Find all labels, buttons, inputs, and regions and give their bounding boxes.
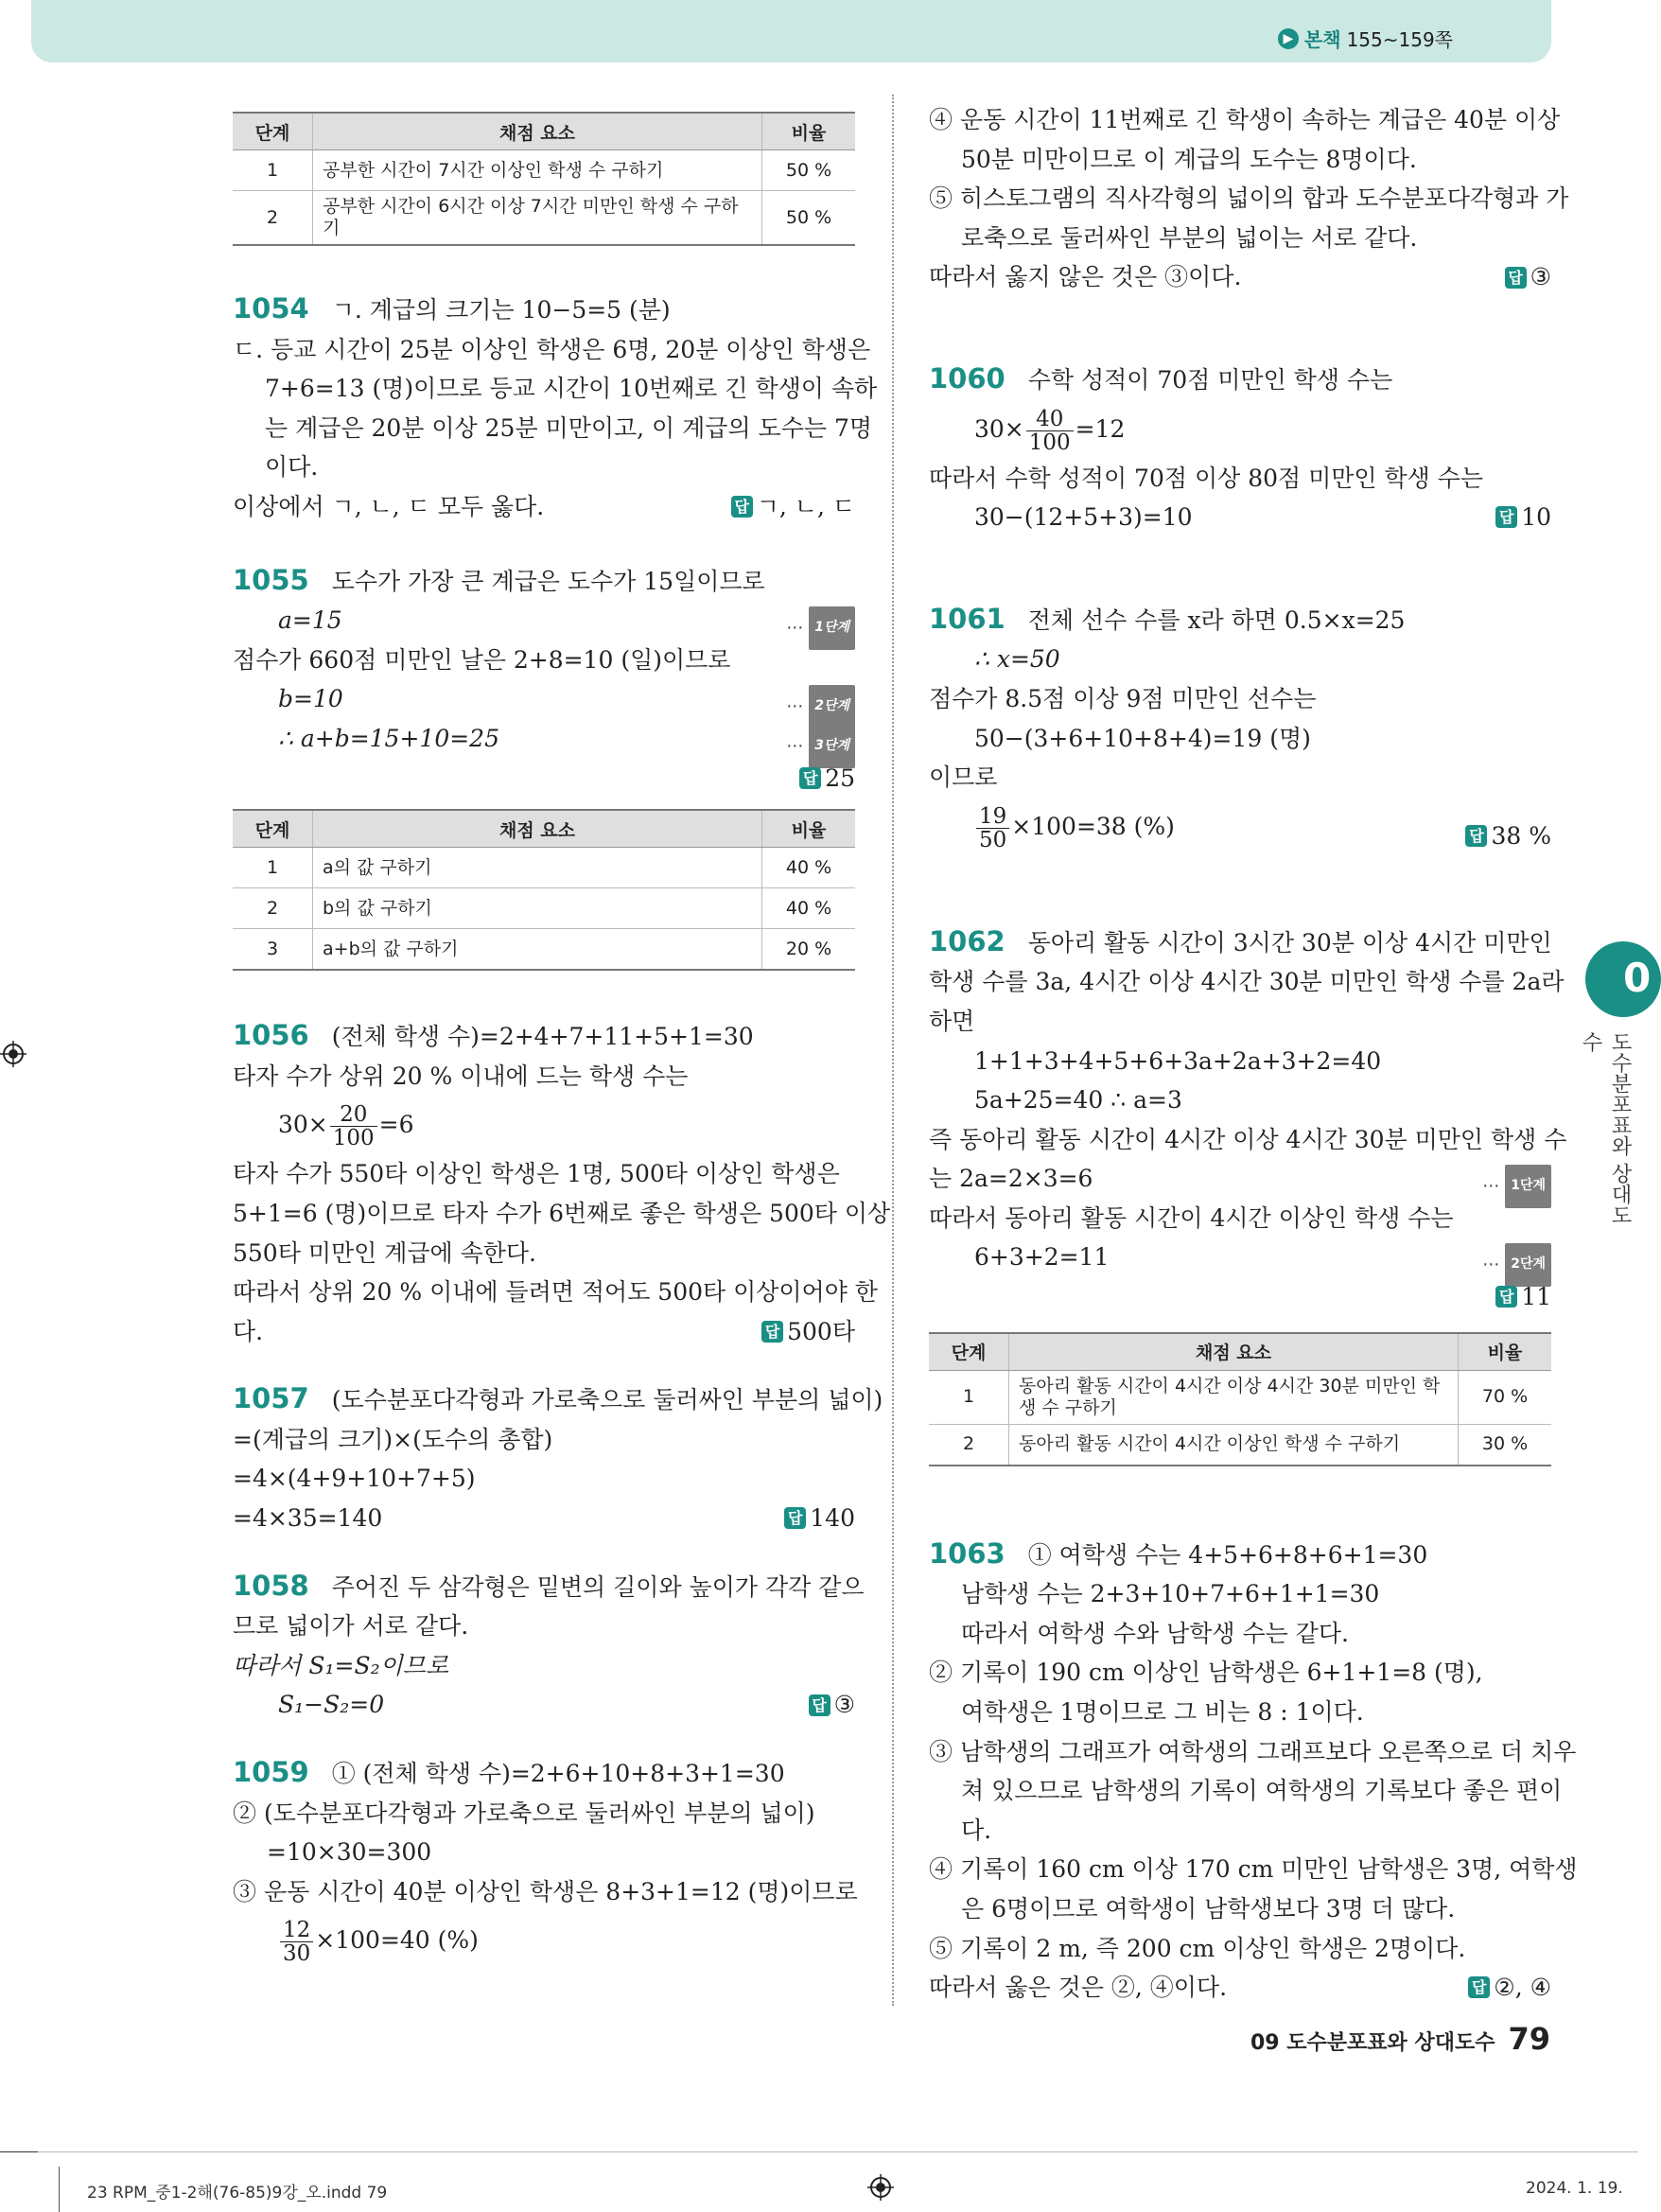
problem-number: 1055 — [233, 563, 309, 596]
text-line: 따라서 수학 성적이 70점 이상 80점 미만인 학생 수는 — [929, 464, 1484, 492]
problem-1060 — [929, 360, 1551, 537]
denominator: 100 — [1028, 430, 1071, 455]
cell-ratio: 30 % — [1459, 1424, 1552, 1466]
table-row — [929, 1370, 1551, 1424]
cell-step: 3 — [233, 929, 313, 971]
expr: 30× — [974, 414, 1024, 443]
fraction — [330, 1103, 377, 1150]
slug-divider — [59, 2167, 60, 2212]
chevron-right-icon: ▶ — [1278, 28, 1299, 49]
expr: ×100=38 (%) — [1011, 812, 1175, 840]
text-line: 즉 동아리 활동 시간이 4시간 이상 4시간 30분 미만인 학생 수 — [929, 1125, 1567, 1153]
text-line: ③ 남학생의 그래프가 여학생의 그래프보다 오른쪽으로 더 치우 — [929, 1737, 1577, 1765]
step-badge: 1단계 — [809, 606, 855, 650]
text-line: 따라서 여학생 수와 남학생 수는 같다. — [961, 1619, 1349, 1647]
problem-1062 — [929, 922, 1567, 1317]
text-line: 550타 미만인 계급에 속한다. — [233, 1238, 537, 1267]
problem-1061 — [929, 600, 1551, 856]
text-line: 남학생 수는 2+3+10+7+6+1+1=30 — [961, 1580, 1380, 1608]
chapter-title: 09 도수분포표와 상대도수 — [1250, 2031, 1495, 2055]
text-line: 이므로 — [929, 764, 998, 792]
text-line: S₁−S₂=0 — [278, 1691, 385, 1719]
text-line: 5a+25=40 ∴ a=3 — [974, 1086, 1182, 1115]
answer-badge: 답 — [799, 767, 821, 789]
answer-badge: 답 — [761, 1321, 783, 1343]
answer — [1505, 257, 1551, 297]
cell-ratio: 40 % — [762, 848, 856, 888]
text-line: 학생 수를 3a, 4시간 이상 4시간 30분 미만인 학생 수를 2a라 — [929, 968, 1565, 996]
ref-label: 본책 — [1303, 28, 1341, 51]
answer — [1495, 498, 1551, 537]
answer-badge: 답 — [1468, 1976, 1490, 1998]
expr: ×100=40 (%) — [315, 1926, 479, 1955]
text-line: 따라서 S₁=S₂이므로 — [233, 1651, 449, 1679]
answer-value: 25 — [825, 764, 855, 792]
page-footer — [1250, 2021, 1550, 2057]
text-line: 도수가 가장 큰 계급은 도수가 15일이므로 — [331, 567, 765, 595]
text-line: 따라서 옳지 않은 것은 ③이다. — [929, 263, 1242, 291]
answer — [784, 1499, 855, 1538]
text-line: 7+6=13 (명)이므로 등교 시간이 10번째로 긴 학생이 속하 — [265, 375, 878, 403]
step-badge: 2단계 — [1505, 1243, 1551, 1287]
answer-badge: 답 — [1465, 825, 1487, 847]
answer-value: 38 % — [1491, 821, 1551, 850]
text-line: 이상에서 ㄱ, ㄴ, ㄷ 모두 옳다. — [233, 492, 545, 520]
problem-number: 1059 — [233, 1756, 309, 1789]
chapter-tab — [1585, 941, 1661, 1017]
text-line: 은 6명이므로 여학생이 남학생보다 3명 더 많다. — [961, 1895, 1456, 1922]
cell-step: 2 — [233, 888, 313, 929]
trim-line — [0, 2151, 1638, 2152]
answer-value: 10 — [1521, 503, 1551, 532]
cell-ratio: 50 % — [762, 150, 856, 191]
table-row — [233, 191, 855, 246]
expr: =12 — [1075, 414, 1126, 443]
answer-value: ㄱ, ㄴ, ㄷ — [756, 492, 855, 520]
text-line: 6+3+2=11 — [974, 1243, 1110, 1272]
step-marker: ⋯ 1단계 — [1482, 1165, 1551, 1208]
answer — [731, 487, 855, 527]
text-line: 타자 수가 550타 이상인 학생은 1명, 500타 이상인 학생은 — [233, 1160, 840, 1188]
text-line: ㄷ. 등교 시간이 25분 이상인 학생은 6명, 20분 이상인 학생은 — [233, 335, 871, 363]
text-line: 점수가 660점 미만인 날은 2+8=10 (일)이므로 — [233, 645, 731, 674]
text-line: 50분 미만이므로 이 계급의 도수는 8명이다. — [961, 145, 1417, 173]
text-line: 이다. — [265, 453, 319, 482]
text-line: ④ 기록이 160 cm 이상 170 cm 미만인 남학생은 3명, 여학생 — [929, 1855, 1578, 1884]
text-line: 따라서 동아리 활동 시간이 4시간 이상인 학생 수는 — [929, 1203, 1454, 1232]
text-line: ② 기록이 190 cm 이상인 남학생은 6+1+1=8 (명), — [929, 1659, 1483, 1687]
problem-number: 1061 — [929, 602, 1005, 635]
text-line: 1+1+3+4+5+6+3a+2a+3+2=40 — [974, 1046, 1382, 1075]
answer-value: 140 — [810, 1504, 855, 1533]
text-line: 여학생은 1명이므로 그 비는 8 : 1이다. — [961, 1698, 1364, 1727]
expr: =6 — [378, 1111, 414, 1139]
cell-criteria: 공부한 시간이 7시간 이상인 학생 수 구하기 — [313, 150, 762, 191]
problem-1054 — [233, 290, 878, 527]
slug-date: 2024. 1. 19. — [1526, 2179, 1623, 2198]
text-line: =10×30=300 — [267, 1838, 432, 1867]
answer-badge: 답 — [784, 1507, 806, 1529]
problem-number: 1057 — [233, 1382, 309, 1415]
cell-step: 2 — [929, 1424, 1009, 1466]
text-line: a=15 — [278, 606, 342, 635]
denominator: 100 — [332, 1126, 375, 1151]
chapter-tab-number: 0 — [1623, 955, 1652, 1001]
cell-criteria: a의 값 구하기 — [313, 848, 762, 888]
answer — [1465, 807, 1551, 866]
table-row — [233, 888, 855, 929]
cell-step: 1 — [233, 150, 313, 191]
step-badge: 1단계 — [1505, 1165, 1551, 1208]
answer-value: 11 — [1521, 1283, 1551, 1311]
answer-badge: 답 — [809, 1694, 830, 1716]
cell-ratio: 20 % — [762, 929, 856, 971]
problem-number: 1062 — [929, 924, 1005, 957]
answer-badge: 답 — [731, 496, 753, 518]
problem-1059-continued — [929, 100, 1569, 297]
table-row — [233, 929, 855, 971]
crop-mark — [0, 2151, 38, 2152]
scoring-table-1053 — [233, 112, 855, 246]
text-line: 전체 선수 수를 x라 하면 0.5×x=25 — [1027, 606, 1406, 634]
fraction-line — [929, 798, 1551, 856]
th-ratio: 비율 — [762, 113, 856, 150]
text-line: (전체 학생 수)=2+4+7+11+5+1=30 — [331, 1023, 754, 1051]
th-step: 단계 — [233, 810, 313, 848]
text-line: ② (도수분포다각형과 가로축으로 둘러싸인 부분의 넓이) — [233, 1799, 815, 1827]
answer-value: 500타 — [787, 1317, 855, 1345]
answer-badge: 답 — [1495, 506, 1517, 528]
text-line: 따라서 옳은 것은 ②, ④이다. — [929, 1974, 1228, 2002]
answer-value: ③ — [1530, 263, 1551, 291]
cell-step: 1 — [233, 848, 313, 888]
text-line: ④ 운동 시간이 11번째로 긴 학생이 속하는 계급은 40분 이상 — [929, 106, 1561, 133]
text-line: b=10 — [278, 685, 343, 713]
text-line: 쳐 있으므로 남학생의 기록이 여학생의 기록보다 좋은 편이 — [961, 1777, 1563, 1805]
cell-ratio: 50 % — [762, 191, 856, 246]
text-line: =4×(4+9+10+7+5) — [233, 1465, 476, 1493]
text-line: 주어진 두 삼각형은 밑변의 길이와 높이가 각각 같으 — [331, 1572, 865, 1601]
left-column — [233, 95, 891, 1970]
denominator: 30 — [283, 1941, 311, 1967]
text-line: 30−(12+5+3)=10 — [974, 503, 1193, 532]
step-marker: ⋯ 1단계 — [786, 606, 855, 650]
text-line: ① (전체 학생 수)=2+6+10+8+3+1=30 — [331, 1760, 785, 1788]
fraction — [976, 805, 1009, 851]
text-line: ③ 운동 시간이 40분 이상인 학생은 8+3+1=12 (명)이므로 — [233, 1877, 858, 1905]
text-line: 수학 성적이 70점 미만인 학생 수는 — [1027, 365, 1393, 394]
step-badge: 3단계 — [809, 725, 855, 768]
answer — [1468, 1968, 1551, 2008]
step-marker: ⋯ 2단계 — [786, 685, 855, 729]
th-ratio: 비율 — [1459, 1333, 1552, 1371]
registration-mark-icon — [867, 2174, 894, 2201]
answer — [761, 1312, 855, 1352]
answer-badge: 답 — [1505, 267, 1527, 289]
ref-pages: 155~159쪽 — [1346, 28, 1453, 51]
cell-criteria: b의 값 구하기 — [313, 888, 762, 929]
answer-value: ③ — [833, 1691, 855, 1719]
cell-criteria: a+b의 값 구하기 — [313, 929, 762, 971]
slug-filename: 23 RPM_중1-2해(76-85)9강_오.indd 79 — [87, 2184, 388, 2203]
text-line: ㄱ. 계급의 크기는 10−5=5 (분) — [331, 296, 671, 324]
text-line: 하면 — [929, 1007, 975, 1035]
scoring-table-1062 — [929, 1332, 1551, 1466]
text-line: ∴ x=50 — [974, 645, 1060, 674]
text-line: =(계급의 크기)×(도수의 총합) — [233, 1425, 553, 1453]
numerator: 20 — [330, 1103, 377, 1127]
th-criteria: 채점 요소 — [313, 810, 762, 848]
denominator: 50 — [979, 827, 1007, 852]
problem-number: 1056 — [233, 1019, 309, 1052]
numerator: 12 — [280, 1919, 313, 1942]
cell-criteria: 공부한 시간이 6시간 이상 7시간 미만인 학생 수 구하기 — [313, 191, 762, 246]
column-divider — [892, 95, 894, 2006]
th-ratio: 비율 — [762, 810, 856, 848]
table-row — [233, 150, 855, 191]
cell-step: 1 — [929, 1370, 1009, 1424]
answer — [1495, 1277, 1551, 1317]
numerator: 19 — [976, 805, 1009, 829]
th-step: 단계 — [233, 113, 313, 150]
th-criteria: 채점 요소 — [313, 113, 762, 150]
step-marker: ⋯ 2단계 — [1482, 1243, 1551, 1287]
header-band — [31, 0, 1551, 62]
fraction — [280, 1919, 313, 1965]
side-chapter-label: 도수분포표와 상대도수 — [1579, 1031, 1632, 1225]
text-line: ⑤ 기록이 2 m, 즉 200 cm 이상인 학생은 2명이다. — [929, 1934, 1466, 1962]
page-reference — [1278, 25, 1453, 52]
th-criteria: 채점 요소 — [1009, 1333, 1459, 1371]
problem-number: 1054 — [233, 292, 309, 325]
scoring-table-1055 — [233, 809, 855, 971]
answer — [809, 1685, 855, 1725]
fraction-line — [233, 1911, 855, 1970]
registration-mark-icon — [0, 1041, 26, 1067]
step-marker: ⋯ 3단계 — [786, 725, 855, 768]
answer — [799, 759, 855, 799]
cell-step: 2 — [233, 191, 313, 246]
problem-number: 1058 — [233, 1569, 309, 1602]
problem-1058 — [233, 1567, 865, 1725]
cell-criteria: 동아리 활동 시간이 4시간 이상 4시간 30분 미만인 학생 수 구하기 — [1009, 1370, 1459, 1424]
cell-ratio: 70 % — [1459, 1370, 1552, 1424]
problem-1057 — [233, 1379, 883, 1537]
th-step: 단계 — [929, 1333, 1009, 1371]
problem-1059 — [233, 1753, 858, 1970]
text-line: 따라서 상위 20 % 이내에 들려면 적어도 500타 이상이어야 한 — [233, 1278, 878, 1307]
text-line: ⑤ 히스토그램의 직사각형의 넓이의 합과 도수분포다각형과 가 — [929, 184, 1569, 213]
expr: 30× — [278, 1111, 328, 1139]
answer-badge: 답 — [1495, 1286, 1517, 1308]
fraction-line — [929, 400, 1551, 459]
fraction — [1026, 408, 1074, 454]
table-row — [929, 1424, 1551, 1466]
text-line: 는 2a=2×3=6 — [929, 1165, 1093, 1193]
text-line: 는 계급은 20분 이상 25분 미만이고, 이 계급의 도수는 7명 — [265, 413, 872, 442]
cell-ratio: 40 % — [762, 888, 856, 929]
right-column — [929, 100, 1578, 2008]
answer-value: ②, ④ — [1494, 1974, 1551, 2002]
page-number: 79 — [1508, 2021, 1550, 2057]
text-line: 점수가 8.5점 이상 9점 미만인 선수는 — [929, 684, 1317, 712]
text-line: =4×35=140 — [233, 1504, 383, 1533]
problem-1055 — [233, 561, 855, 799]
text-line: 므로 넓이가 서로 같다. — [233, 1612, 469, 1641]
problem-number: 1060 — [929, 361, 1005, 395]
fraction-line — [233, 1096, 855, 1154]
text-line: ① 여학생 수는 4+5+6+8+6+1=30 — [1027, 1540, 1428, 1569]
step-badge: 2단계 — [809, 685, 855, 729]
cell-criteria: 동아리 활동 시간이 4시간 이상인 학생 수 구하기 — [1009, 1424, 1459, 1466]
numerator: 40 — [1026, 408, 1074, 431]
problem-1056 — [233, 1016, 891, 1351]
table-row — [233, 848, 855, 888]
problem-number: 1063 — [929, 1536, 1005, 1570]
text-line: (도수분포다각형과 가로축으로 둘러싸인 부분의 넓이) — [331, 1386, 883, 1414]
text-line: 동아리 활동 시간이 3시간 30분 이상 4시간 미만인 — [1027, 928, 1552, 957]
text-line: 50−(3+6+10+8+4)=19 (명) — [974, 724, 1311, 752]
text-line: 다. — [961, 1816, 992, 1844]
text-line: 다. — [233, 1317, 264, 1345]
problem-1063 — [929, 1535, 1578, 2008]
text-line: ∴ a+b=15+10=25 — [278, 724, 499, 752]
text-line: 5+1=6 (명)이므로 타자 수가 6번째로 좋은 학생은 500타 이상 — [233, 1199, 891, 1227]
text-line: 로축으로 둘러싸인 부분의 넓이는 서로 같다. — [961, 223, 1418, 252]
text-line: 타자 수가 상위 20 % 이내에 드는 학생 수는 — [233, 1062, 689, 1090]
